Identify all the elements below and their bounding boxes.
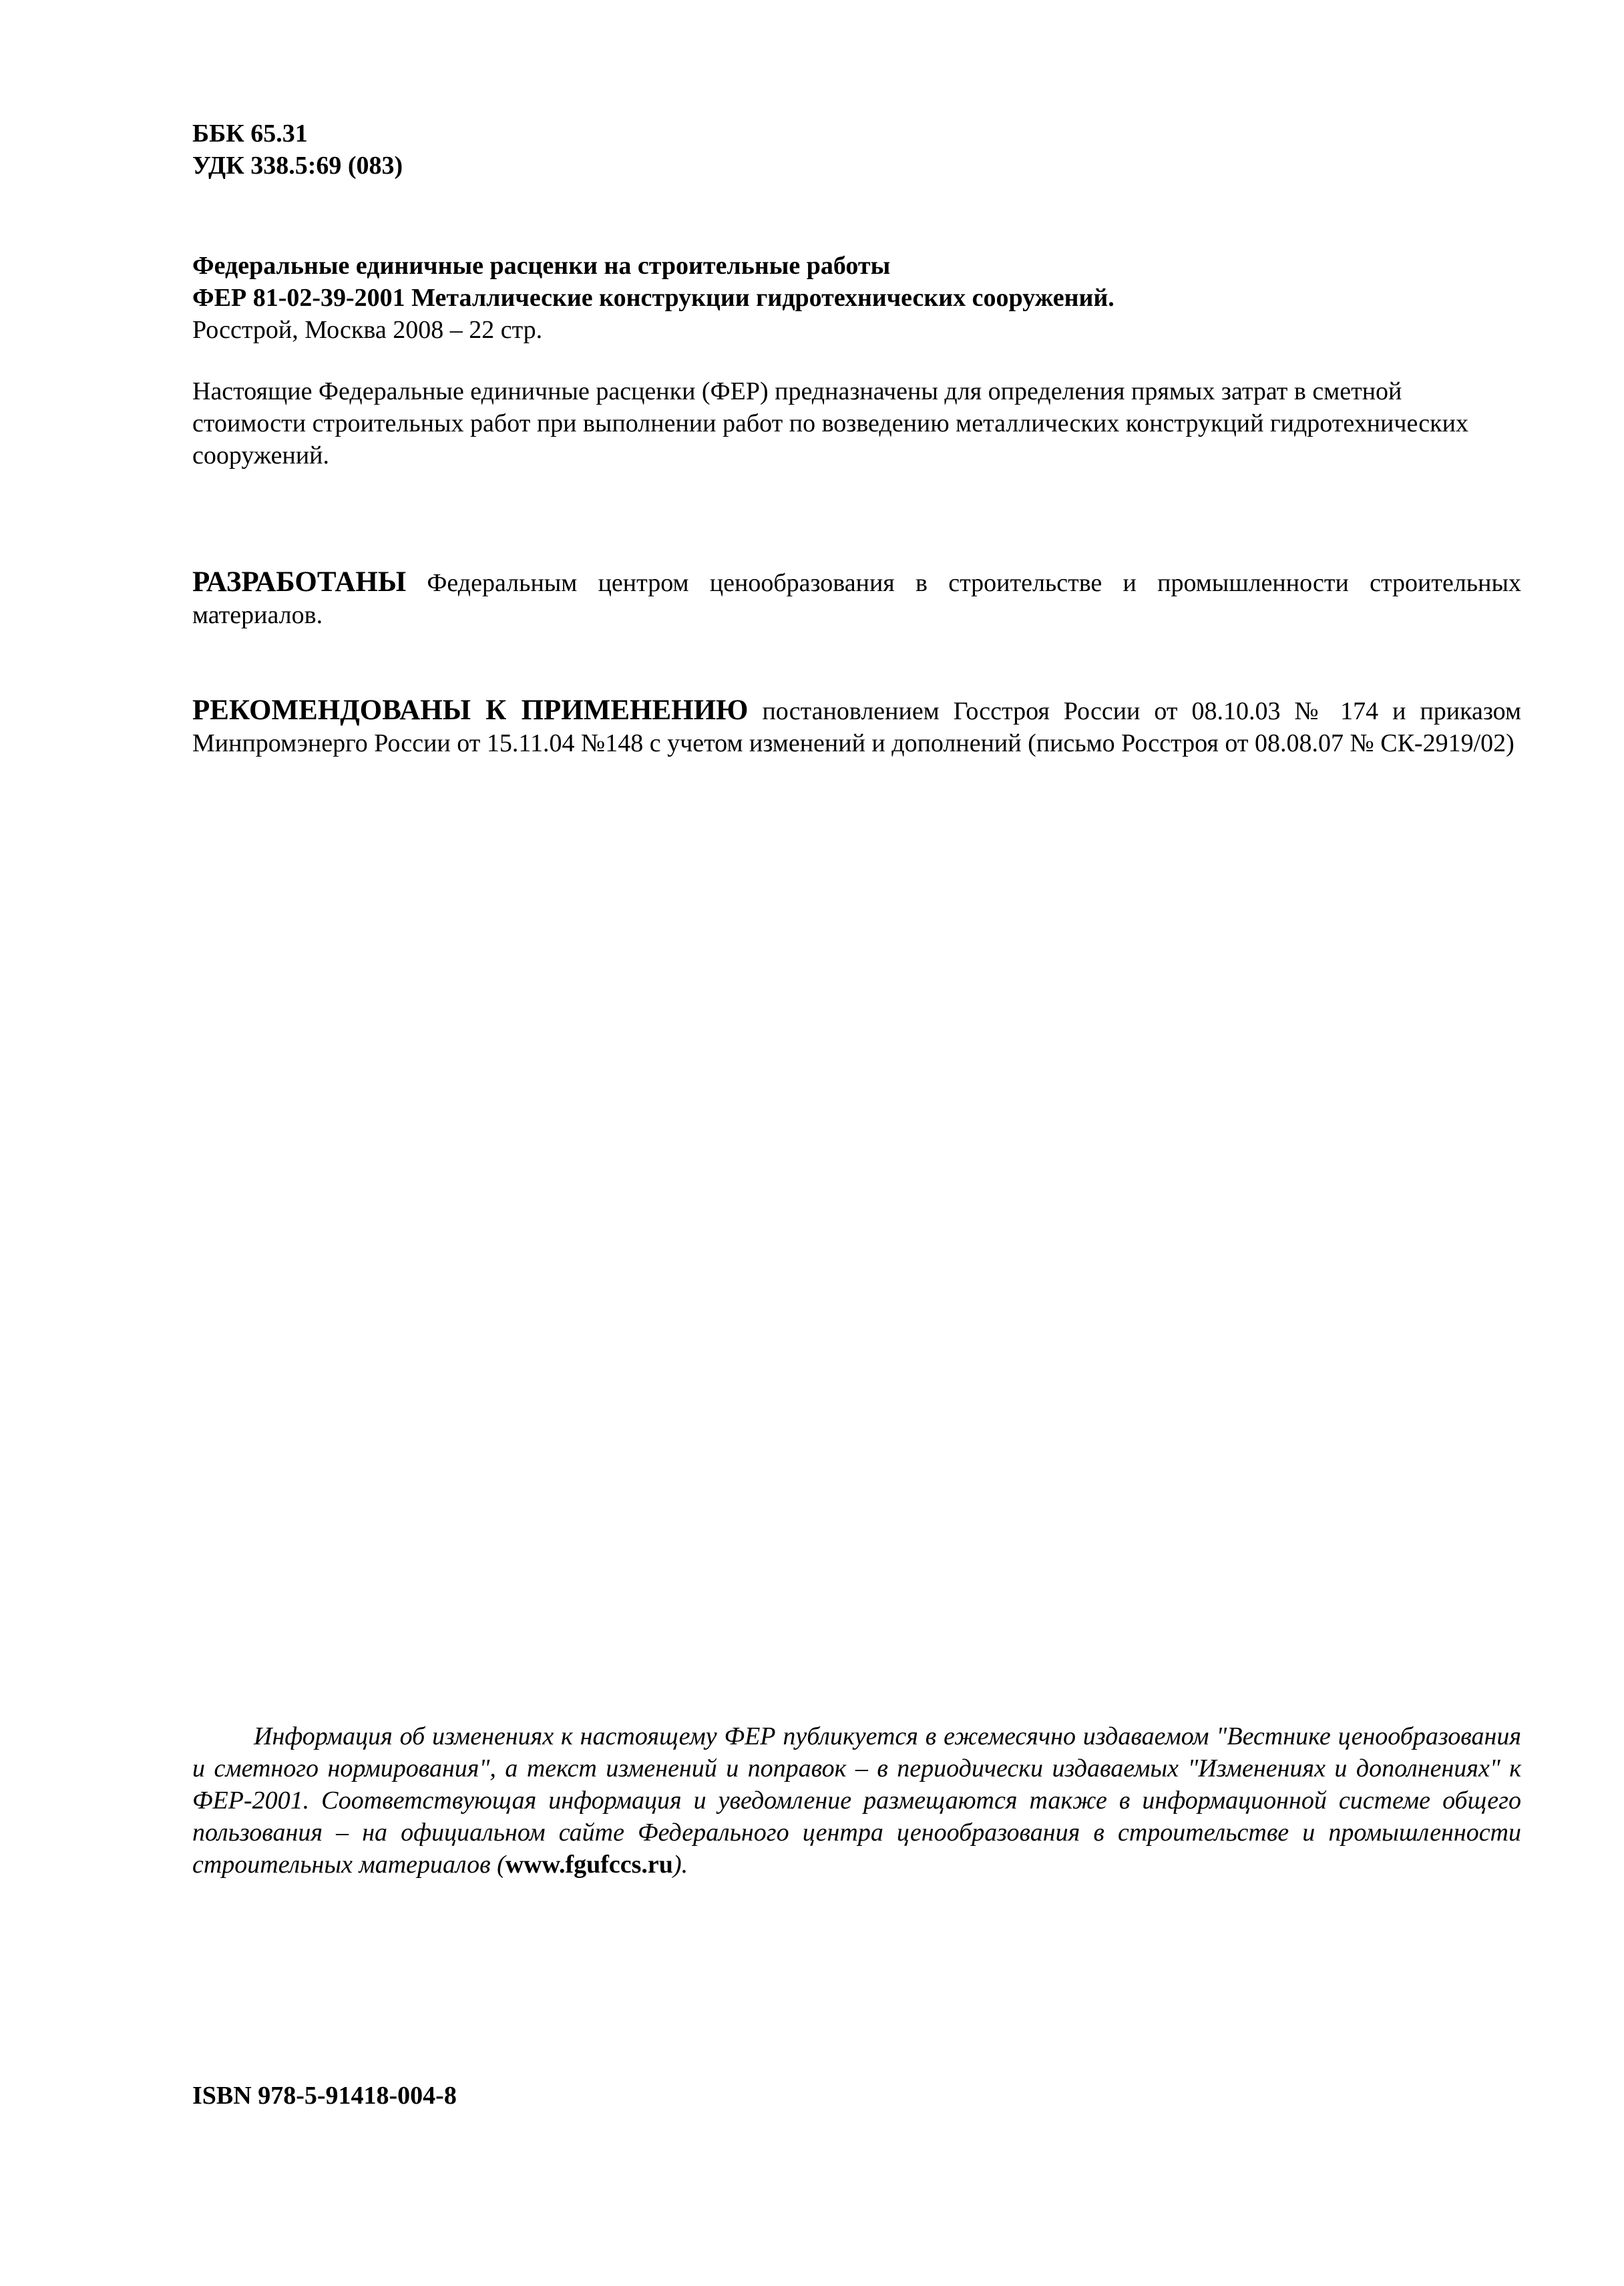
developed-by-paragraph [192,566,1521,631]
document-title: Федеральные единичные расценки на строительные работы [192,252,891,280]
udk-code: УДК 338.5:69 (083) [192,152,403,180]
purpose-text: Настоящие Федеральные единичные расценки (ФЕР) предназначены для определения прямых затрат в сметной стоимости строительных работ при выполнении работ по возведению металлических конструкций гидротехнических сооружений. [192,377,1468,469]
info-paragraph [192,1720,1521,1881]
developed-lead: РАЗРАБОТАНЫ [192,566,407,598]
info-closing: ). [672,1851,688,1879]
document-subtitle: ФЕР 81-02-39-2001 Металлические конструкции гидротехнических сооружений. [192,284,1114,312]
recommended-paragraph [192,695,1521,759]
info-text: Информация об изменениях к настоящему ФЕР публикуется в ежемесячно издаваемом "Вестнике ценообразования и сметного нормирования", а текст изменений и поправок – в периодически издаваемых "Изменениях и дополнениях" к ФЕР-2001. Соответствующая информация и уведомление размещаются также в информационной системе общего пользования – на официальном сайте Федерального центра ценообразования в строительстве и промышленности строительных материалов ( [192,1722,1521,1879]
publisher-info: Росстрой, Москва 2008 – 22 стр. [192,316,543,344]
recommended-text: постановлением Госстроя России от 08.10.03 № 174 и приказом Минпромэнерго России от 15.11.04 №148 с учетом изменений и дополнений (письмо Росстроя от 08.08.07 № СК-2919/02) [192,697,1522,757]
developed-text: Федеральным центром ценообразования в строительстве и промышленности строительных материалов. [192,569,1521,629]
isbn-number: ISBN 978-5-91418-004-8 [192,2082,457,2110]
document-title-block [192,250,1521,346]
bbk-code: ББК 65.31 [192,120,308,148]
website-link[interactable]: www.fgufccs.ru [505,1851,673,1879]
purpose-paragraph [192,375,1521,471]
recommended-lead: РЕКОМЕНДОВАНЫ К ПРИМЕНЕНИЮ [192,695,749,726]
classification-codes [192,118,1521,182]
